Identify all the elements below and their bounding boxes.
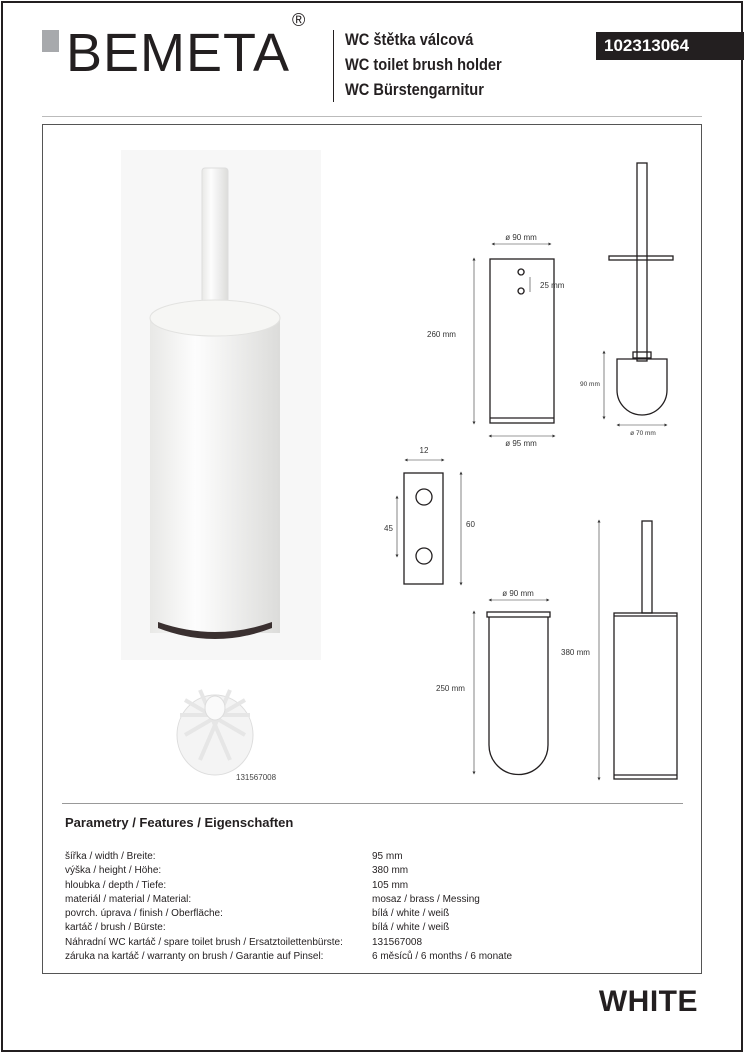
bracket-drawing — [404, 473, 443, 584]
dimension-lines — [397, 244, 666, 779]
feature-row — [65, 893, 512, 907]
dim-bracket-width: 12 — [419, 446, 429, 455]
feature-label: Náhradní WC kartáč / spare toilet brush / Ersatztoilettenbürste: — [65, 936, 343, 948]
dim-hole-spacing: 25 mm — [540, 281, 565, 290]
dim-bottom-diameter: ø 95 mm — [505, 439, 537, 448]
insert-drawing — [487, 612, 550, 775]
dim-bracket-holes: 45 — [384, 524, 393, 533]
section-divider — [62, 803, 683, 804]
brand-logo: BEMETA® — [66, 10, 307, 83]
brush-drawing — [609, 163, 673, 415]
feature-value: 131567008 — [372, 936, 423, 948]
feature-label: výška / height / Höhe: — [65, 865, 162, 877]
spare-brush-code: 131567008 — [236, 773, 277, 782]
dim-holder-height: 260 mm — [427, 330, 456, 339]
feature-value: 380 mm — [372, 865, 409, 877]
dim-brush-height: 90 mm — [580, 381, 600, 388]
feature-value: 6 měsíců / 6 months / 6 monate — [372, 951, 513, 963]
feature-value: mosaz / brass / Messing — [372, 893, 480, 905]
feature-value: 95 mm — [372, 851, 403, 862]
dim-top-diameter: ø 90 mm — [505, 233, 537, 242]
title-en: WC toilet brush holder — [345, 55, 502, 74]
feature-label: kartáč / brush / Bürste: — [65, 922, 166, 934]
feature-label: šířka / width / Breite: — [65, 851, 156, 862]
feature-row — [65, 850, 512, 864]
feature-label: povrch. úprava / finish / Oberfläche: — [65, 908, 223, 920]
feature-label: záruka na kartáč / warranty on brush / Garantie auf Pinsel: — [65, 951, 324, 963]
feature-label: materiál / material / Material: — [65, 893, 192, 905]
product-code: 102313064 — [596, 32, 744, 60]
feature-row — [65, 864, 512, 878]
feature-value: bílá / white / weiß — [372, 908, 450, 920]
color-label: WHITE — [598, 985, 698, 1018]
feature-value: bílá / white / weiß — [372, 922, 450, 934]
dim-insert-diameter: ø 90 mm — [502, 589, 534, 598]
feature-value: 105 mm — [372, 879, 409, 891]
feature-label: hloubka / depth / Tiefe: — [65, 879, 167, 891]
features-title: Parametry / Features / Eigenschaften — [65, 815, 294, 830]
title-de: WC Bürstengarnitur — [345, 80, 484, 99]
dim-brush-diameter: ø 70 mm — [630, 430, 656, 437]
dim-insert-height: 250 mm — [436, 684, 465, 693]
assembly-drawing — [614, 521, 677, 779]
dim-bracket-height: 60 — [466, 520, 475, 529]
dim-total-height: 380 mm — [561, 648, 590, 657]
feature-row — [65, 907, 512, 921]
title-cz: WC štětka válcová — [345, 30, 474, 49]
feature-row — [65, 950, 512, 964]
spare-brush-photo — [177, 690, 253, 775]
feature-row — [65, 921, 512, 935]
features-table — [65, 850, 512, 964]
dimension-labels — [384, 233, 656, 693]
feature-row — [65, 879, 512, 893]
feature-row — [65, 936, 512, 950]
holder-photo — [150, 168, 280, 639]
